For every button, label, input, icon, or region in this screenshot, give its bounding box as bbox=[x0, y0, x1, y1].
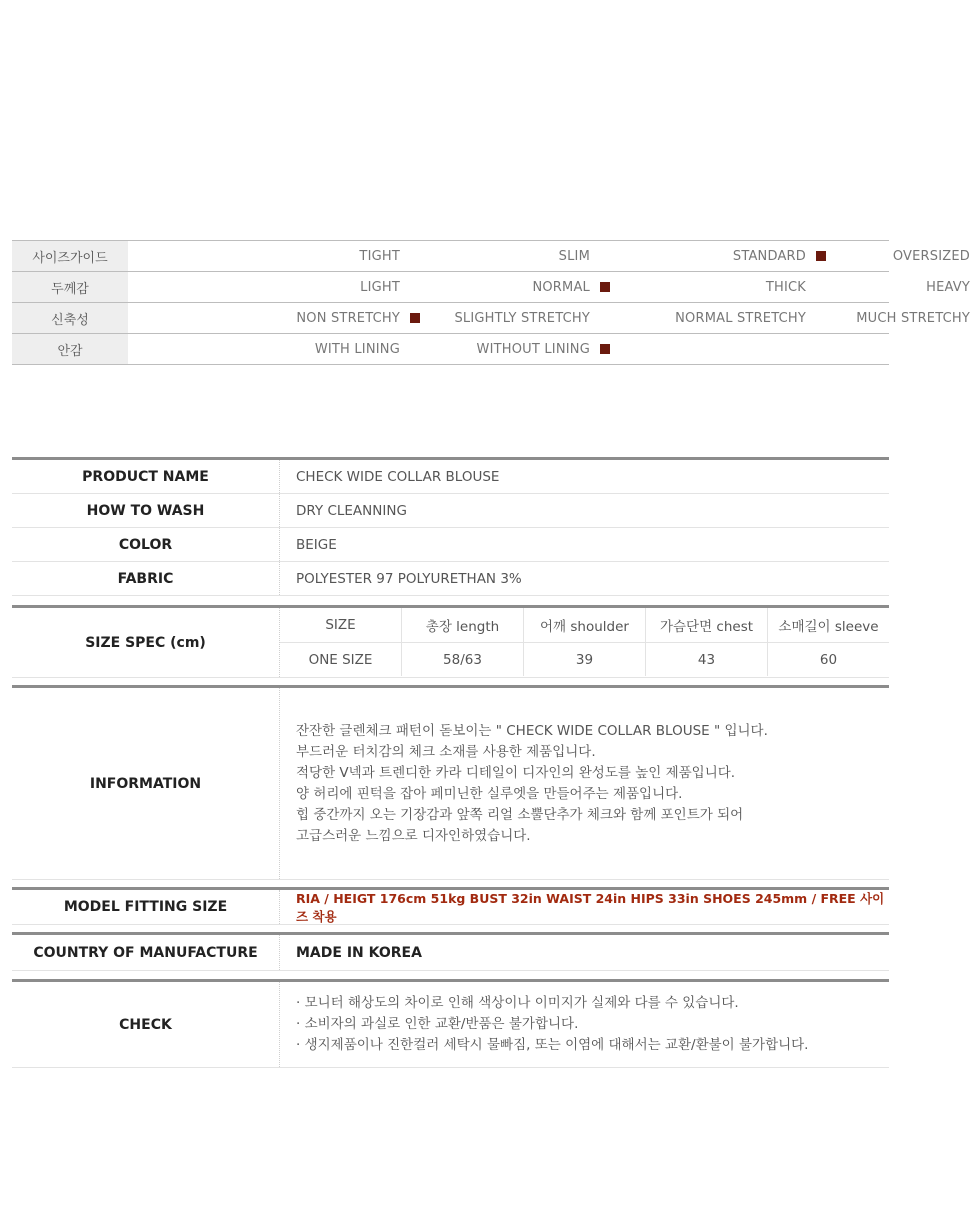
product-guide-table bbox=[12, 240, 970, 365]
guide-options bbox=[128, 272, 970, 302]
guide-option-label: TIGHT bbox=[359, 248, 400, 264]
size-spec-value-cell: 58/63 bbox=[402, 643, 524, 676]
guide-row bbox=[12, 241, 970, 272]
color-value: BEIGE bbox=[296, 536, 337, 553]
guide-option-label: NORMAL STRETCHY bbox=[675, 310, 806, 326]
size-spec-value-cell: 43 bbox=[646, 643, 768, 676]
check-notes bbox=[280, 982, 889, 1067]
guide-option bbox=[360, 272, 400, 302]
size-spec-header-cell: 가슴단면 chest bbox=[646, 608, 768, 642]
guide-row-label: 안감 bbox=[12, 334, 128, 364]
size-spec-header-cell: 어깨 shoulder bbox=[524, 608, 646, 642]
model-fitting-row bbox=[12, 890, 889, 925]
model-fitting-label: MODEL FITTING SIZE bbox=[12, 890, 280, 924]
selected-marker-icon bbox=[816, 251, 826, 261]
guide-option-label: WITHOUT LINING bbox=[476, 341, 590, 357]
guide-option bbox=[296, 303, 420, 333]
wash-label: HOW TO WASH bbox=[12, 494, 280, 527]
guide-option-label: SLIGHTLY STRETCHY bbox=[454, 310, 590, 326]
guide-option-label: WITH LINING bbox=[314, 341, 400, 357]
guide-options bbox=[128, 303, 970, 333]
check-section bbox=[12, 979, 889, 1068]
guide-option bbox=[454, 303, 590, 333]
wash-row bbox=[12, 494, 889, 528]
guide-row-label: 신축성 bbox=[12, 303, 128, 333]
guide-option bbox=[532, 272, 610, 302]
size-spec-row bbox=[12, 608, 889, 678]
guide-option bbox=[926, 272, 970, 302]
guide-option bbox=[733, 241, 826, 271]
fabric-value: POLYESTER 97 POLYURETHAN 3% bbox=[296, 570, 522, 587]
product-info-section bbox=[12, 457, 889, 596]
country-section bbox=[12, 932, 889, 971]
guide-option bbox=[766, 272, 806, 302]
size-spec-header-cell: 소매길이 sleeve bbox=[778, 619, 879, 635]
country-row bbox=[12, 935, 889, 971]
guide-row-label: 사이즈가이드 bbox=[12, 241, 128, 271]
size-spec-section bbox=[12, 605, 889, 678]
guide-option-label: HEAVY bbox=[926, 279, 970, 295]
color-label: COLOR bbox=[12, 528, 280, 561]
guide-option bbox=[359, 241, 400, 271]
guide-row-label: 두께감 bbox=[12, 272, 128, 302]
guide-option bbox=[675, 303, 806, 333]
selected-marker-icon bbox=[600, 344, 610, 354]
information-section bbox=[12, 685, 889, 880]
size-spec-value-cell: 39 bbox=[524, 643, 646, 676]
guide-row bbox=[12, 272, 970, 303]
information-line: 적당한 V넥과 트렌디한 카라 디테일이 디자인의 완성도를 높인 제품입니다. bbox=[296, 764, 736, 781]
guide-option-label: NON STRETCHY bbox=[296, 310, 400, 326]
guide-option bbox=[856, 303, 970, 333]
check-label: CHECK bbox=[12, 982, 280, 1067]
guide-options bbox=[128, 334, 889, 364]
selected-marker-icon bbox=[600, 282, 610, 292]
size-spec-label: SIZE SPEC (cm) bbox=[12, 608, 280, 677]
check-note-line: · 모니터 해상도의 차이로 인해 색상이나 이미지가 실제와 다를 수 있습니다. bbox=[296, 995, 739, 1011]
guide-option bbox=[477, 334, 610, 364]
information-text bbox=[280, 688, 889, 879]
information-label: INFORMATION bbox=[12, 688, 280, 879]
information-row bbox=[12, 688, 889, 880]
information-line: 힙 중간까지 오는 기장감과 앞쪽 리얼 소뿔단추가 체크와 함께 포인트가 되어 bbox=[296, 806, 744, 823]
guide-options bbox=[128, 241, 970, 271]
model-fitting-section bbox=[12, 887, 889, 925]
product-name-label: PRODUCT NAME bbox=[12, 460, 280, 493]
wash-value: DRY CLEANNING bbox=[296, 502, 407, 519]
check-note-line: · 소비자의 과실로 인한 교환/반품은 불가합니다. bbox=[296, 1016, 579, 1032]
guide-option-label: OVERSIZED bbox=[892, 248, 970, 264]
size-spec-value-cell: ONE SIZE bbox=[280, 643, 402, 676]
guide-option bbox=[315, 334, 400, 364]
size-spec-header-row bbox=[280, 608, 889, 642]
information-line: 고급스러운 느낌으로 디자인하였습니다. bbox=[296, 827, 531, 844]
product-name-value: CHECK WIDE COLLAR BLOUSE bbox=[296, 468, 500, 485]
guide-row bbox=[12, 303, 970, 334]
size-spec-header-cell: SIZE bbox=[280, 608, 402, 642]
guide-option bbox=[893, 241, 970, 271]
product-name-row bbox=[12, 460, 889, 494]
selected-marker-icon bbox=[410, 313, 420, 323]
guide-option-label: NORMAL bbox=[532, 279, 590, 295]
information-line: 양 허리에 핀턱을 잡아 페미닌한 실루엣을 만들어주는 제품입니다. bbox=[296, 785, 683, 802]
guide-option-label: STANDARD bbox=[732, 248, 806, 264]
guide-option-label: MUCH STRETCHY bbox=[856, 310, 970, 326]
country-value: MADE IN KOREA bbox=[296, 944, 422, 961]
guide-row bbox=[12, 334, 889, 365]
information-line: 잔잔한 글렌체크 패턴이 돋보이는 " CHECK WIDE COLLAR BLOUSE " 입니다. bbox=[296, 722, 768, 739]
check-row bbox=[12, 982, 889, 1068]
guide-option-label: THICK bbox=[765, 279, 806, 295]
fabric-row bbox=[12, 562, 889, 596]
guide-option-label: LIGHT bbox=[360, 279, 400, 295]
fabric-label: FABRIC bbox=[12, 562, 280, 595]
size-spec-value-row bbox=[280, 642, 889, 676]
size-spec-value-cell: 60 bbox=[819, 651, 838, 668]
country-label: COUNTRY OF MANUFACTURE bbox=[12, 935, 280, 970]
model-fitting-value: RIA / HEIGT 176cm 51kg BUST 32in WAIST 24in HIPS 33in SHOES 245mm / FREE 사이즈 착용 bbox=[296, 891, 885, 924]
size-spec-table bbox=[280, 608, 889, 677]
information-line: 부드러운 터치감의 체크 소재를 사용한 제품입니다. bbox=[296, 743, 596, 760]
guide-option-label: SLIM bbox=[558, 248, 590, 264]
guide-option bbox=[559, 241, 590, 271]
size-spec-header-cell: 총장 length bbox=[402, 608, 524, 642]
color-row bbox=[12, 528, 889, 562]
check-note-line: · 생지제품이나 진한컬러 세탁시 물빠짐, 또는 이염에 대해서는 교환/환불이 불가합니다. bbox=[296, 1037, 809, 1053]
